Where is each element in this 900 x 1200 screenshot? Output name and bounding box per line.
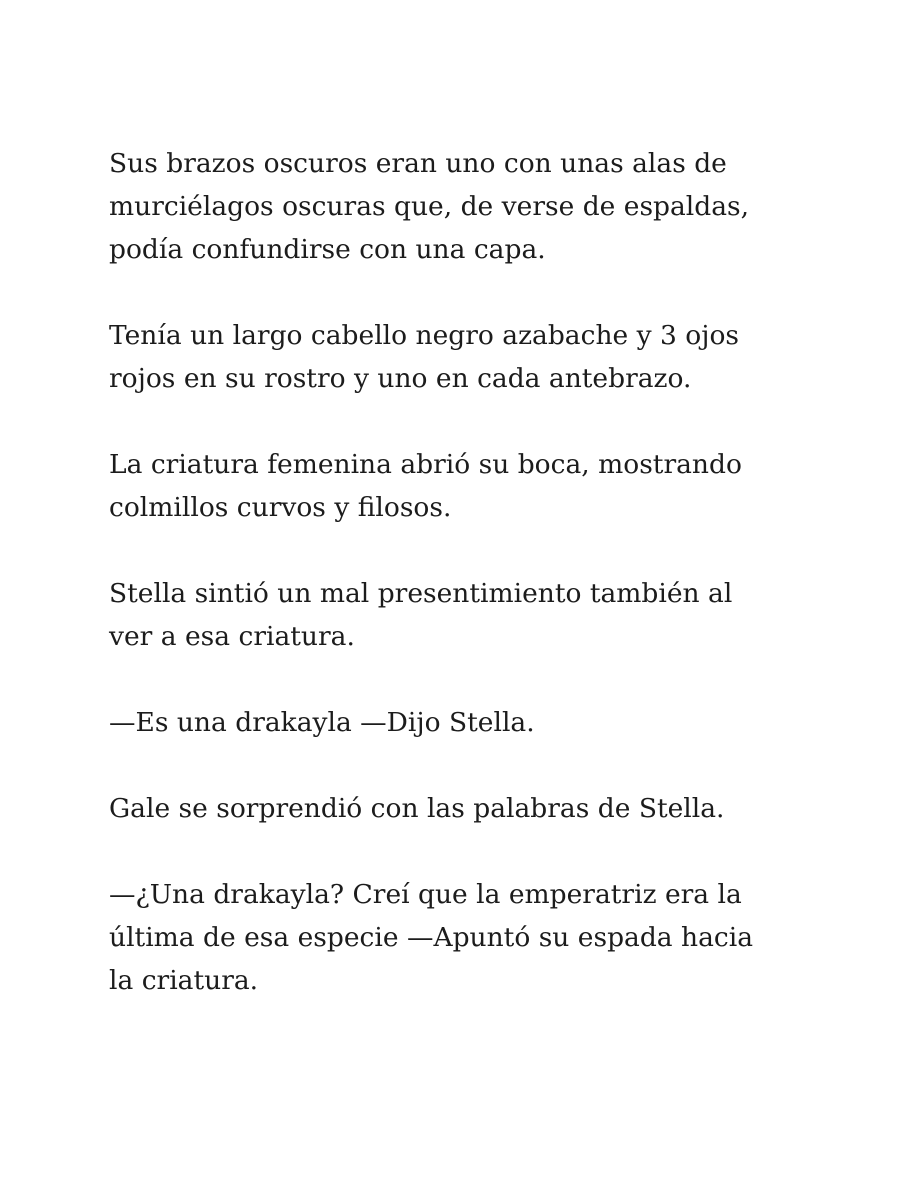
text-line: Tenía un largo cabello negro azabache y 3 ojos [109,320,740,351]
text-line: Sus brazos oscuros eran uno con unas alas de [109,148,727,179]
text-line: rojos en su rostro y uno en cada antebrazo. [109,363,692,394]
dialogue-stella [109,701,809,744]
text-line: Gale se sorprendió con las palabras de Stella. [109,793,725,824]
text-line: colmillos curvos y filosos. [109,492,452,523]
text-line: La criatura femenina abrió su boca, mostrando [109,449,742,480]
text-line: murciélagos oscuras que, de verse de espaldas, [109,191,750,222]
text-line: —Es una drakayla —Dijo Stella. [109,707,535,738]
text-line: Stella sintió un mal presentimiento también al [109,578,733,609]
paragraph-fangs [109,443,809,529]
text-line: ver a esa criatura. [109,621,355,652]
text-line: podía confundirse con una capa. [109,234,546,265]
paragraph-hair-eyes [109,314,809,400]
paragraph-stella-feeling [109,572,809,658]
paragraph-wings [109,142,809,271]
dialogue-gale [109,873,809,1002]
text-line: última de esa especie —Apuntó su espada hacia [109,922,754,953]
text-line: —¿Una drakayla? Creí que la emperatriz era la [109,879,742,910]
story-text [109,142,809,1045]
paragraph-gale-surprise [109,787,809,830]
text-line: la criatura. [109,965,259,996]
